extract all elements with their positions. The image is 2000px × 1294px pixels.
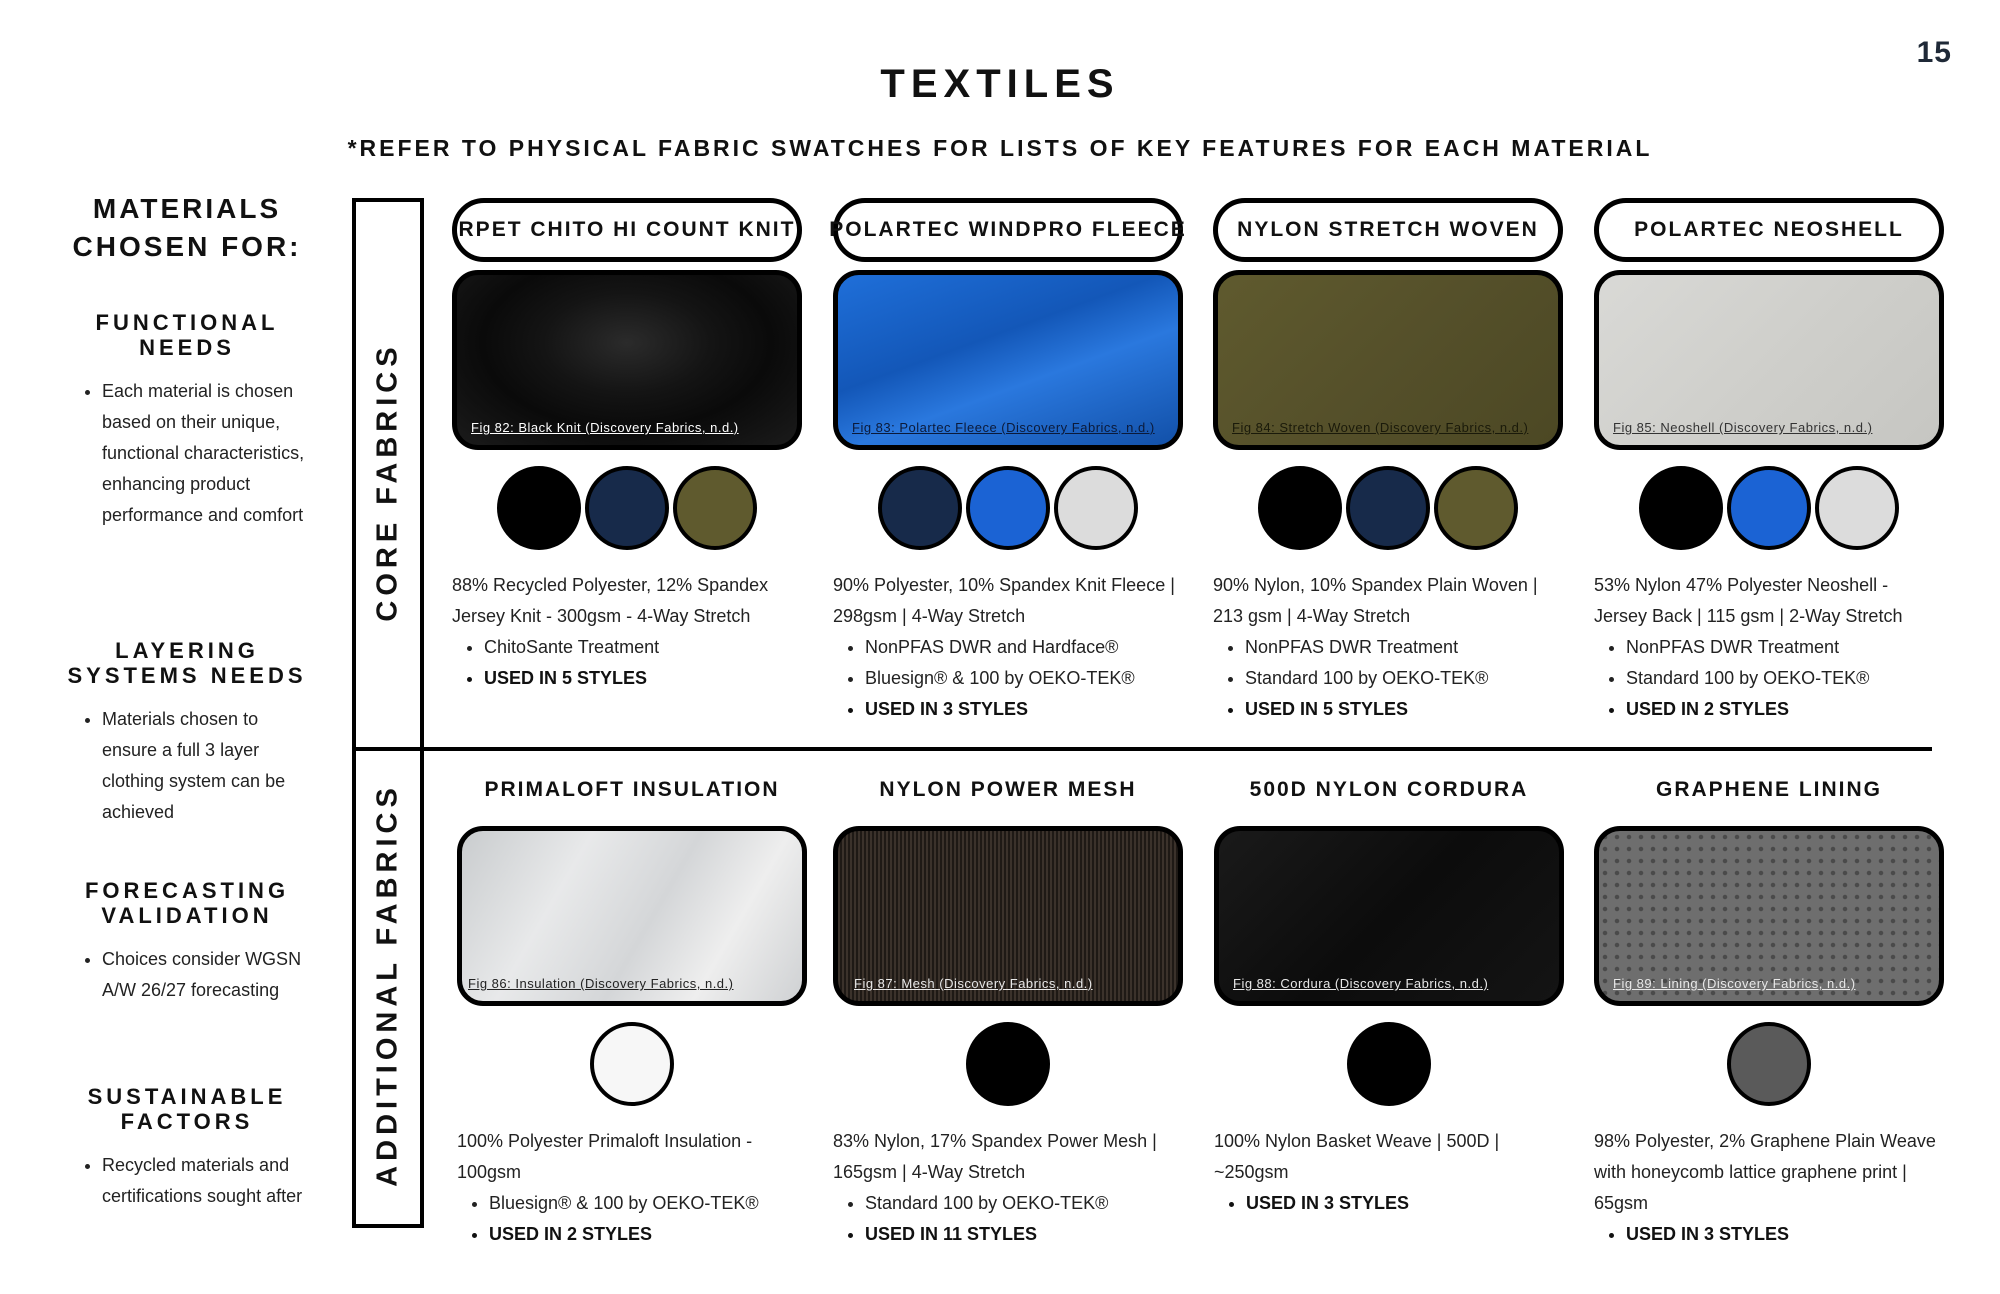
fabric-card — [457, 770, 807, 1250]
fabric-name: 500D NYLON CORDURA — [1249, 778, 1529, 801]
colorway-swatch — [1727, 466, 1811, 550]
fabric-card — [1213, 198, 1563, 725]
colorway-swatches — [833, 1022, 1183, 1106]
colorway-swatch — [1258, 466, 1342, 550]
fabric-feature: • Bluesign® & 100 by OEKO-TEK® — [865, 663, 1183, 694]
colorway-swatch — [1727, 1022, 1811, 1106]
need-sustainable — [62, 1084, 312, 1212]
fabric-swatch-image — [1214, 826, 1564, 1006]
figure-caption[interactable]: Fig 84: Stretch Woven (Discovery Fabrics, n.d.) — [1232, 420, 1529, 435]
colorway-swatch — [1346, 466, 1430, 550]
figure-caption[interactable]: Fig 82: Black Knit (Discovery Fabrics, n.d.) — [471, 420, 739, 435]
fabric-swatch-image — [1213, 270, 1563, 450]
fabric-description — [833, 570, 1183, 725]
fabric-description — [1594, 1126, 1944, 1250]
fabric-usage: • USED IN 3 STYLES — [1626, 1219, 1944, 1250]
fabric-swatch-image — [833, 270, 1183, 450]
figure-caption[interactable]: Fig 85: Neoshell (Discovery Fabrics, n.d.) — [1613, 420, 1873, 435]
need-title: SUSTAINABLE FACTORS — [87, 1084, 287, 1134]
colorway-swatch — [1815, 466, 1899, 550]
fabric-usage: • USED IN 2 STYLES — [1626, 694, 1944, 725]
fabric-description — [457, 1126, 807, 1250]
fabric-description — [452, 570, 802, 694]
fabric-feature: • Bluesign® & 100 by OEKO-TEK® — [489, 1188, 807, 1219]
fabric-composition: 90% Nylon, 10% Spandex Plain Woven | 213 gsm | 4-Way Stretch — [1213, 575, 1538, 626]
fabric-feature: • Standard 100 by OEKO-TEK® — [1245, 663, 1563, 694]
fabric-swatch-image — [833, 826, 1183, 1006]
colorway-swatch — [966, 1022, 1050, 1106]
fabric-feature: • NonPFAS DWR Treatment — [1626, 632, 1944, 663]
need-bullet: • Each material is chosen based on their unique, functional characteristics, enhancing product performance and comfort — [102, 376, 312, 531]
fabric-usage: • USED IN 11 STYLES — [865, 1219, 1183, 1250]
colorway-swatch — [878, 466, 962, 550]
fabric-name: NYLON POWER MESH — [879, 778, 1137, 801]
colorway-swatch — [1434, 466, 1518, 550]
fabric-name: NYLON STRETCH WOVEN — [1213, 198, 1563, 262]
fabric-card — [1594, 198, 1944, 725]
colorway-swatch — [585, 466, 669, 550]
need-forecasting — [62, 878, 312, 1006]
colorway-swatch — [1347, 1022, 1431, 1106]
fabric-description — [833, 1126, 1183, 1250]
need-title: LAYERING SYSTEMS NEEDS — [67, 638, 307, 688]
need-title: FORECASTING VALIDATION — [84, 878, 290, 928]
fabric-feature: • NonPFAS DWR and Hardface® — [865, 632, 1183, 663]
need-functional — [62, 310, 312, 531]
fabric-swatch-image — [1594, 270, 1944, 450]
fabric-swatch-image — [457, 826, 807, 1006]
colorway-swatches — [833, 466, 1183, 550]
materials-chosen-heading: MATERIALS CHOSEN FOR: — [72, 193, 302, 262]
need-bullet: • Choices consider WGSN A/W 26/27 forecasting — [102, 944, 312, 1006]
fabric-usage: • USED IN 5 STYLES — [484, 663, 802, 694]
figure-caption[interactable]: Fig 88: Cordura (Discovery Fabrics, n.d.) — [1233, 976, 1489, 991]
figure-caption[interactable]: Fig 86: Insulation (Discovery Fabrics, n.d.) — [468, 976, 734, 991]
figure-caption[interactable]: Fig 87: Mesh (Discovery Fabrics, n.d.) — [854, 976, 1093, 991]
colorway-swatch — [966, 466, 1050, 550]
fabric-description — [1594, 570, 1944, 725]
fabric-usage: • USED IN 2 STYLES — [489, 1219, 807, 1250]
need-bullet: • Materials chosen to ensure a full 3 layer clothing system can be achieved — [102, 704, 312, 828]
colorway-swatch — [1639, 466, 1723, 550]
colorway-swatches — [452, 466, 802, 550]
fabric-usage: • USED IN 5 STYLES — [1245, 694, 1563, 725]
fabric-name: GRAPHENE LINING — [1655, 778, 1882, 801]
colorway-swatch — [1054, 466, 1138, 550]
fabric-name: POLARTEC WINDPRO FLEECE — [833, 198, 1183, 262]
fabric-composition: 53% Nylon 47% Polyester Neoshell - Jersey Back | 115 gsm | 2-Way Stretch — [1594, 575, 1903, 626]
fabric-composition: 88% Recycled Polyester, 12% Spandex Jersey Knit - 300gsm - 4-Way Stretch — [452, 575, 769, 626]
page-subtitle: *REFER TO PHYSICAL FABRIC SWATCHES FOR LISTS OF KEY FEATURES FOR EACH MATERIAL — [347, 135, 1653, 161]
fabric-composition: 100% Polyester Primaloft Insulation - 100gsm — [457, 1131, 753, 1182]
colorway-swatches — [1594, 1022, 1944, 1106]
materials-chosen-for-panel — [62, 190, 312, 1206]
colorway-swatches — [457, 1022, 807, 1106]
fabric-feature: • Standard 100 by OEKO-TEK® — [1626, 663, 1944, 694]
page-number: 15 — [1916, 36, 1952, 69]
fabric-feature: • NonPFAS DWR Treatment — [1245, 632, 1563, 663]
colorway-swatch — [497, 466, 581, 550]
fabric-composition: 98% Polyester, 2% Graphene Plain Weave with honeycomb lattice graphene print | 65gsm — [1594, 1131, 1936, 1213]
colorway-swatch — [590, 1022, 674, 1106]
fabric-name: RPET CHITO HI COUNT KNIT — [452, 198, 802, 262]
fabric-composition: 100% Nylon Basket Weave | 500D | ~250gsm — [1214, 1131, 1500, 1182]
fabric-name: POLARTEC NEOSHELL — [1594, 198, 1944, 262]
colorway-swatches — [1213, 466, 1563, 550]
fabric-composition: 90% Polyester, 10% Spandex Knit Fleece | 298gsm | 4-Way Stretch — [833, 575, 1175, 626]
colorway-swatch — [673, 466, 757, 550]
colorway-swatches — [1594, 466, 1944, 550]
fabric-description — [1214, 1126, 1564, 1219]
fabric-swatch-image — [1594, 826, 1944, 1006]
fabric-usage: • USED IN 3 STYLES — [865, 694, 1183, 725]
fabric-card — [833, 770, 1183, 1250]
need-title: FUNCTIONAL NEEDS — [95, 310, 279, 360]
fabric-name: PRIMALOFT INSULATION — [484, 778, 780, 801]
fabric-card — [1214, 770, 1564, 1219]
fabric-swatch-image — [452, 270, 802, 450]
fabric-card — [1594, 770, 1944, 1250]
page-title: TEXTILES — [880, 62, 1120, 106]
section-divider — [352, 747, 1932, 751]
fabric-composition: 83% Nylon, 17% Spandex Power Mesh | 165gsm | 4-Way Stretch — [833, 1131, 1157, 1182]
figure-caption[interactable]: Fig 89: Lining (Discovery Fabrics, n.d.) — [1613, 976, 1856, 991]
fabric-card — [829, 198, 1187, 725]
need-bullet: • Recycled materials and certifications sought after — [102, 1150, 312, 1212]
figure-caption[interactable]: Fig 83: Polartec Fleece (Discovery Fabrics, n.d.) — [852, 420, 1155, 435]
need-layering — [62, 638, 312, 828]
fabric-description — [1213, 570, 1563, 725]
fabric-usage: • USED IN 3 STYLES — [1246, 1188, 1564, 1219]
fabric-feature: • ChitoSante Treatment — [484, 632, 802, 663]
colorway-swatches — [1214, 1022, 1564, 1106]
fabric-feature: • Standard 100 by OEKO-TEK® — [865, 1188, 1183, 1219]
fabric-card — [452, 198, 802, 694]
